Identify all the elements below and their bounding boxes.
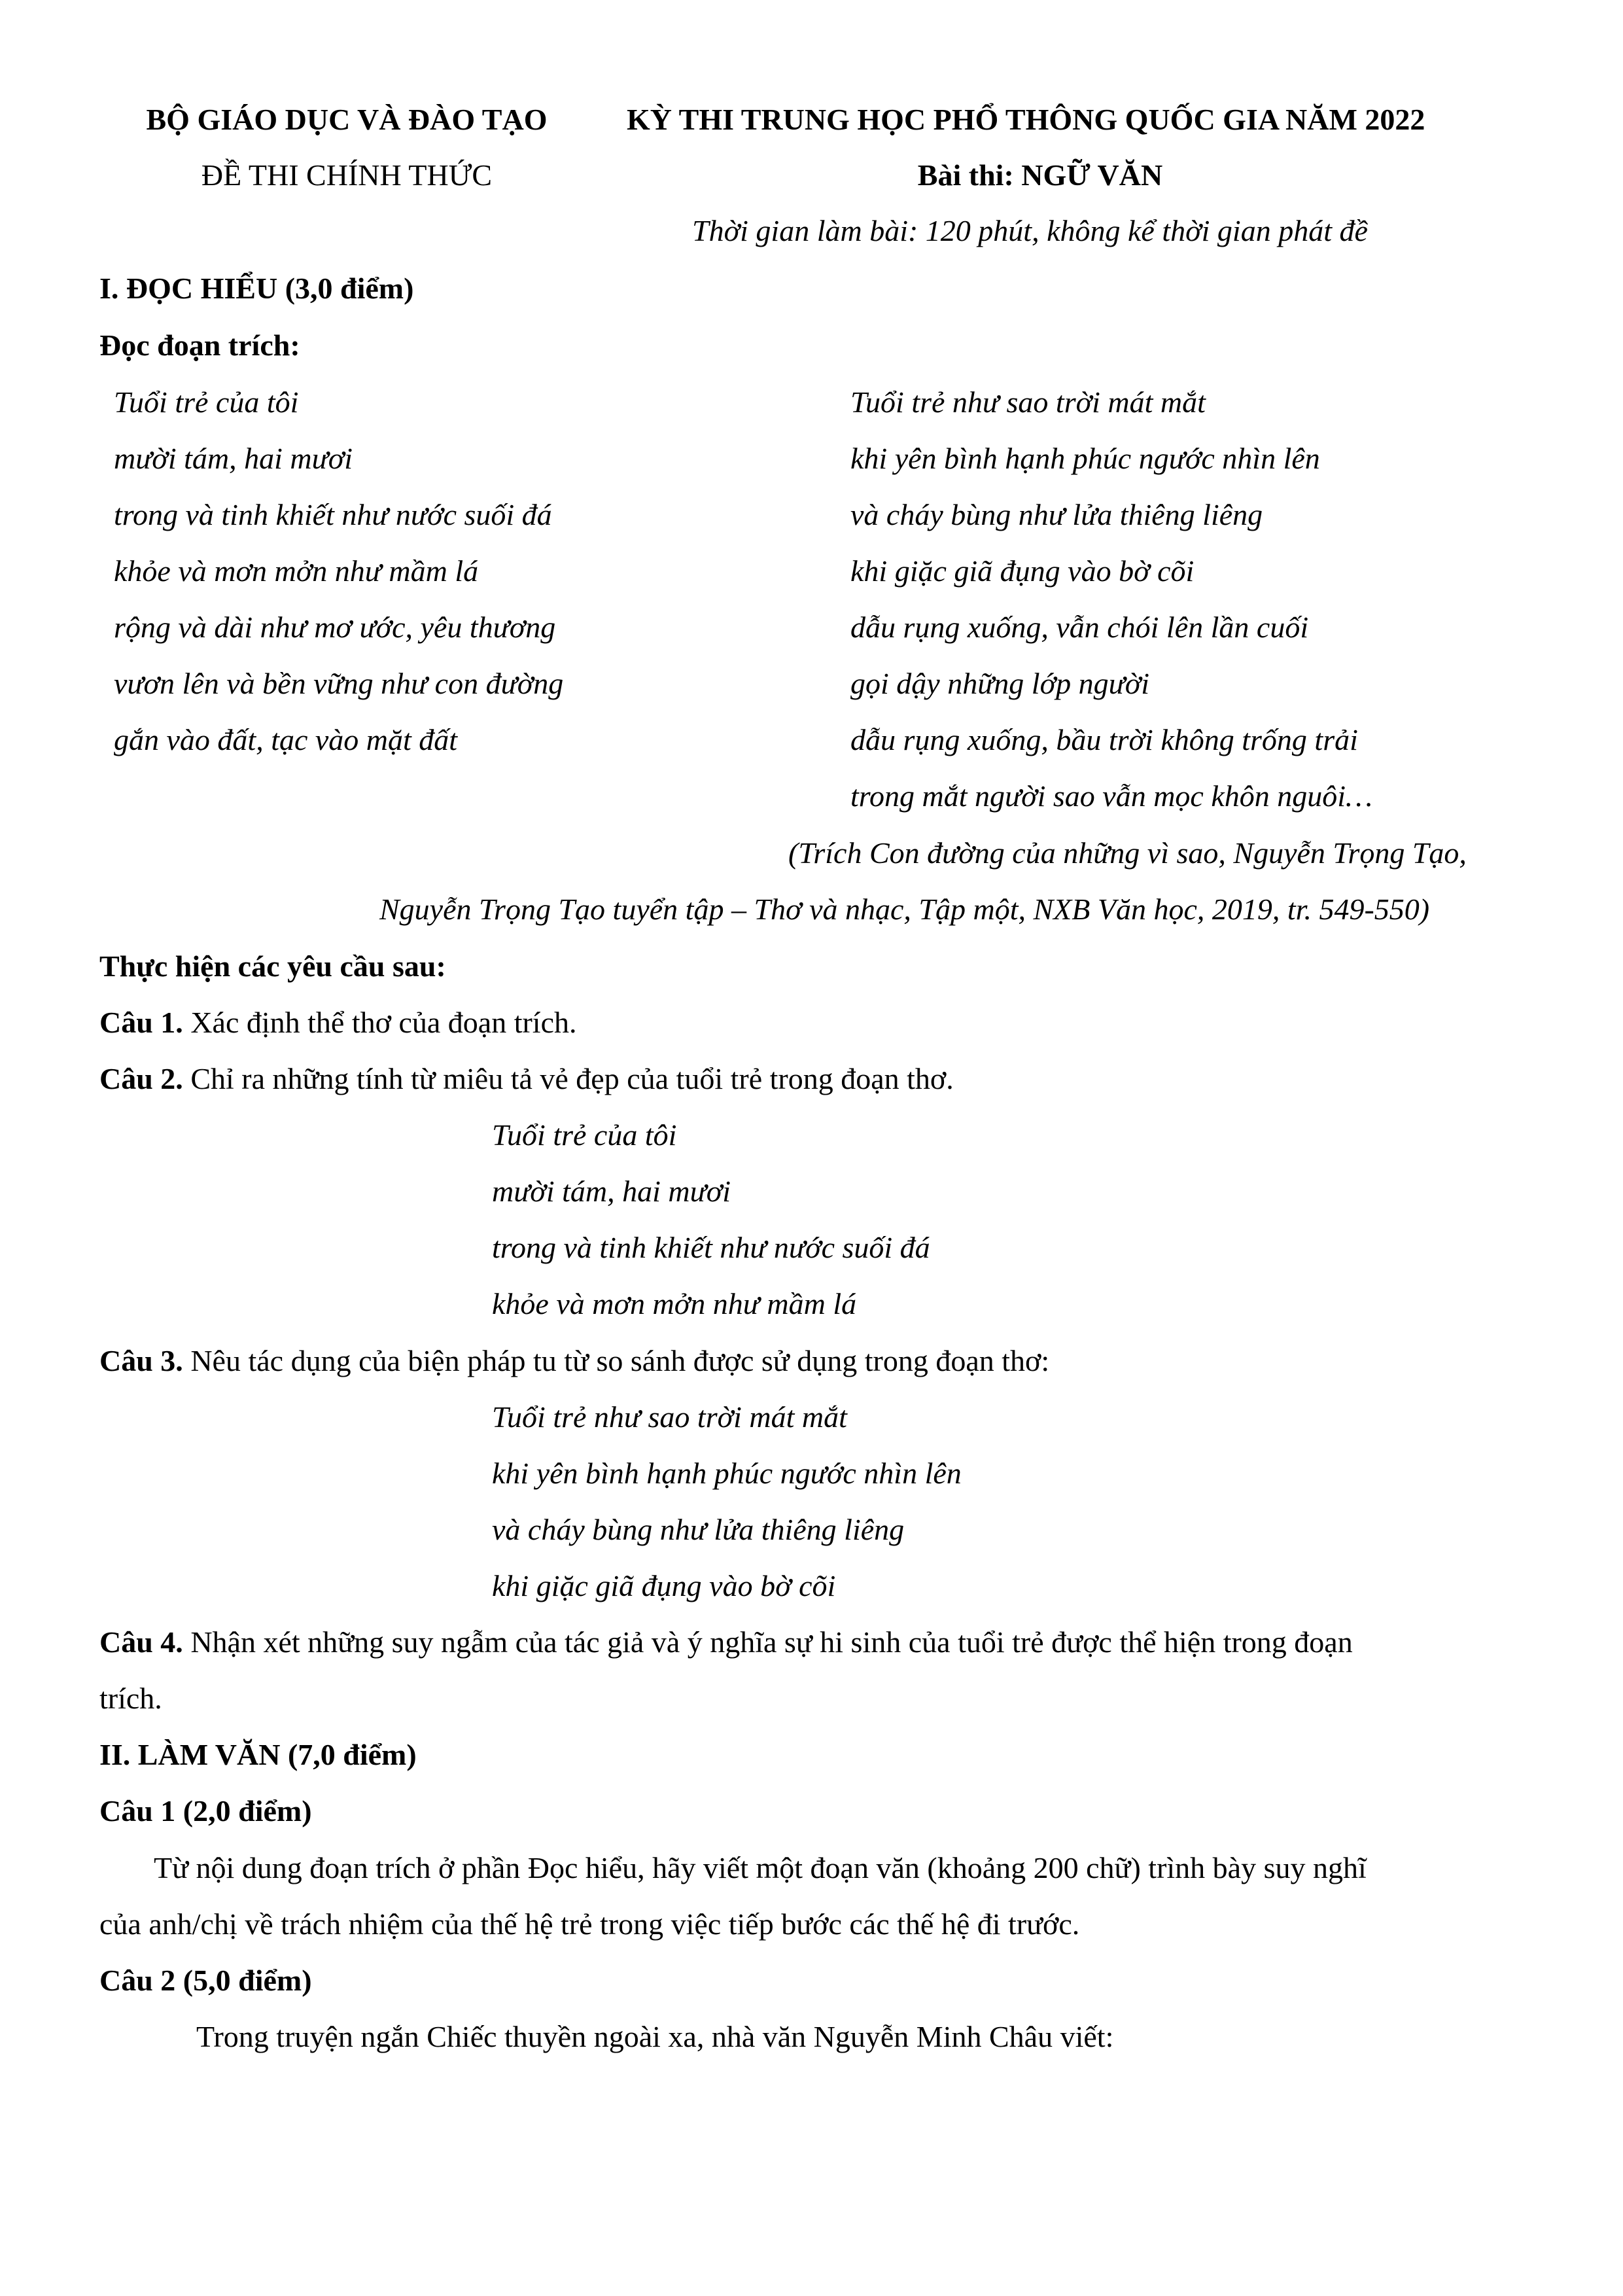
question-label: Câu 1. <box>99 1006 183 1039</box>
question-label: Câu 3. <box>99 1344 183 1377</box>
source-citation-2: Nguyễn Trọng Tạo tuyển tập – Thơ và nhạc, Tập một, NXB Văn học, 2019, tr. 549-550) <box>379 892 1430 926</box>
exam-status: ĐỀ THI CHÍNH THỨC <box>201 158 493 192</box>
q3-poem-line: Tuổi trẻ như sao trời mát mắt <box>492 1400 847 1434</box>
poem-left-line: vươn lên và bền vững như con đường <box>114 667 564 700</box>
poem-right-line: khi giặc giã đụng vào bờ cõi <box>850 554 1195 588</box>
question-text: Xác định thể thơ của đoạn trích. <box>183 1006 577 1039</box>
exam-name: KỲ THI TRUNG HỌC PHỔ THÔNG QUỐC GIA NĂM 2022 <box>627 103 1425 136</box>
source-citation-1: (Trích Con đường của những vì sao, Nguyễn Trọng Tạo, <box>788 836 1467 870</box>
tasks-label: Thực hiện các yêu cầu sau: <box>99 949 446 983</box>
poem-right-line: Tuổi trẻ như sao trời mát mắt <box>850 385 1206 419</box>
exam-subject: Bài thi: NGỮ VĂN <box>917 158 1163 192</box>
question-3 <box>99 1346 1049 1376</box>
poem-right-line: gọi dậy những lớp người <box>850 667 1150 700</box>
poem-right-line: khi yên bình hạnh phúc ngước nhìn lên <box>850 442 1320 475</box>
poem-left-line: mười tám, hai mươi <box>114 442 353 475</box>
q2-poem-line: mười tám, hai mươi <box>492 1174 731 1208</box>
ministry-name: BỘ GIÁO DỤC VÀ ĐÀO TẠO <box>146 103 548 136</box>
exam-duration: Thời gian làm bài: 120 phút, không kể thời gian phát đề <box>692 214 1368 247</box>
question-4 <box>99 1627 1353 1657</box>
part2-q1-text-1: Từ nội dung đoạn trích ở phần Đọc hiểu, hãy viết một đoạn văn (khoảng 200 chữ) trình bày suy nghĩ <box>154 1851 1367 1884</box>
question-text: Chỉ ra những tính từ miêu tả vẻ đẹp của tuổi trẻ trong đoạn thơ. <box>183 1062 954 1095</box>
q2-poem-line: khỏe và mơn mởn như mầm lá <box>492 1287 857 1320</box>
poem-left-line: Tuổi trẻ của tôi <box>114 385 299 419</box>
poem-right-line: dẫu rụng xuống, bầu trời không trống trải <box>850 723 1358 756</box>
part2-q1-heading: Câu 1 (2,0 điểm) <box>99 1794 312 1828</box>
q2-poem-line: trong và tinh khiết như nước suối đá <box>492 1231 930 1264</box>
question-label: Câu 4. <box>99 1625 183 1659</box>
part2-q1-text-2: của anh/chị về trách nhiệm của thế hệ trẻ trong việc tiếp bước các thế hệ đi trước. <box>99 1907 1080 1941</box>
question-2 <box>99 1064 954 1094</box>
poem-right-line: trong mắt người sao vẫn mọc khôn nguôi… <box>850 779 1372 813</box>
poem-left-line: rộng và dài như mơ ước, yêu thương <box>114 610 556 644</box>
q3-poem-line: khi yên bình hạnh phúc ngước nhìn lên <box>492 1457 962 1490</box>
poem-right-line: dẫu rụng xuống, vẫn chói lên lần cuối <box>850 610 1309 644</box>
part1-heading: I. ĐỌC HIỂU (3,0 điểm) <box>99 272 414 305</box>
q3-poem-line: và cháy bùng như lửa thiêng liêng <box>492 1513 905 1546</box>
part2-q2-heading: Câu 2 (5,0 điểm) <box>99 1964 312 1997</box>
question-4-cont: trích. <box>99 1682 162 1715</box>
part2-q2-text-1: Trong truyện ngắn Chiếc thuyền ngoài xa, nhà văn Nguyễn Minh Châu viết: <box>196 2020 1114 2053</box>
read-label: Đọc đoạn trích: <box>99 328 300 362</box>
q2-poem-line: Tuổi trẻ của tôi <box>492 1118 677 1152</box>
question-1 <box>99 1008 577 1038</box>
question-text: Nêu tác dụng của biện pháp tu từ so sánh được sử dụng trong đoạn thơ: <box>183 1344 1050 1377</box>
poem-left-line: khỏe và mơn mởn như mầm lá <box>114 554 479 588</box>
poem-left-line: gắn vào đất, tạc vào mặt đất <box>114 723 458 756</box>
question-text: Nhận xét những suy ngẫm của tác giả và ý nghĩa sự hi sinh của tuổi trẻ được thể hiện trong đoạn <box>183 1625 1353 1659</box>
q3-poem-line: khi giặc giã đụng vào bờ cõi <box>492 1569 836 1602</box>
poem-left-line: trong và tinh khiết như nước suối đá <box>114 498 552 531</box>
poem-right-line: và cháy bùng như lửa thiêng liêng <box>850 498 1263 531</box>
part2-heading: II. LÀM VĂN (7,0 điểm) <box>99 1738 417 1771</box>
question-label: Câu 2. <box>99 1062 183 1095</box>
